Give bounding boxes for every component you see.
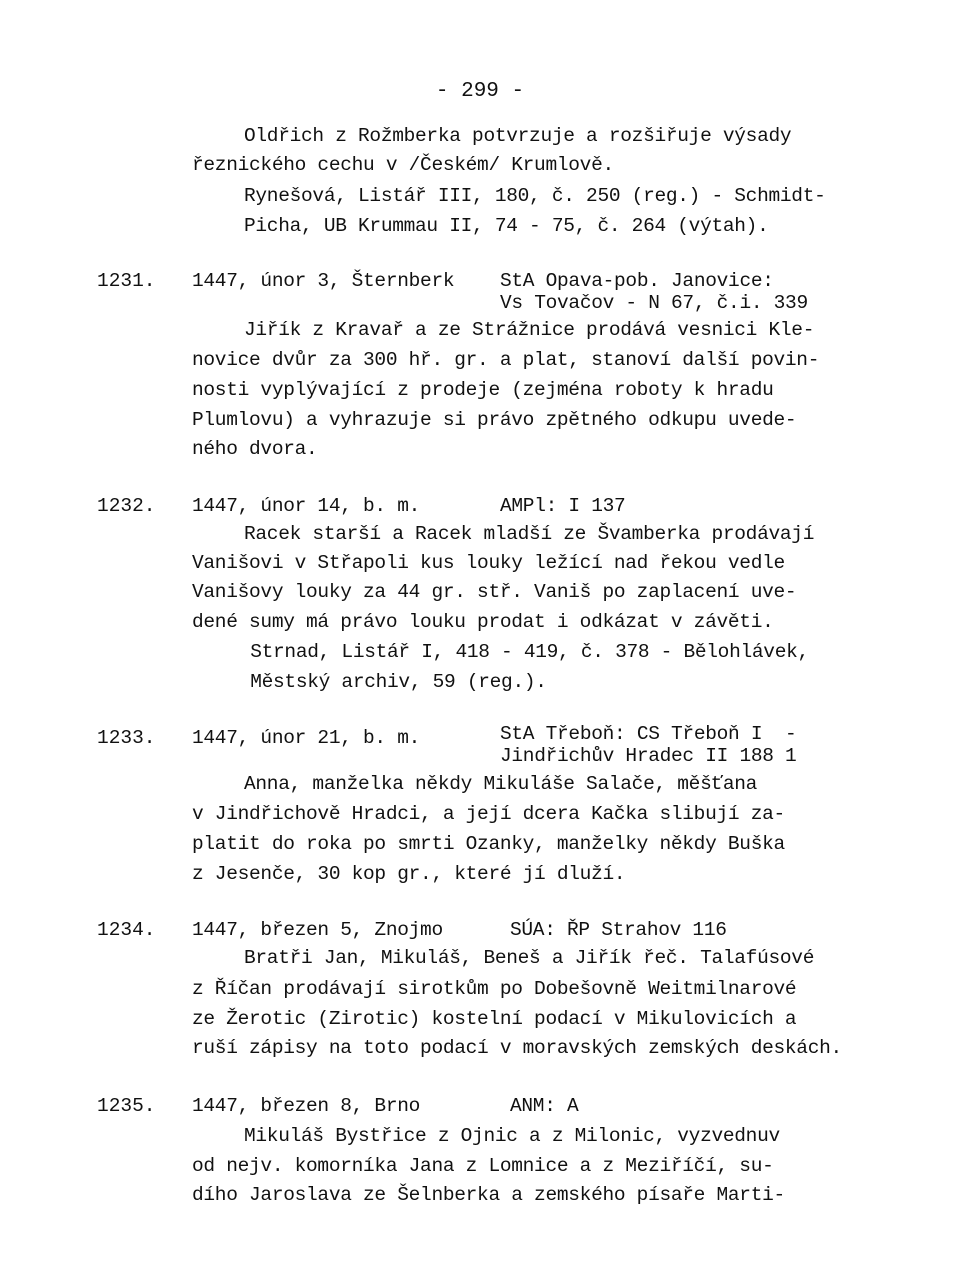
entry-text-line: ze Žerotic (Zirotic) kostelní podací v Mikulovicích a bbox=[192, 1008, 797, 1030]
entry-date: 1447, březen 5, Znojmo bbox=[192, 919, 443, 941]
entry-archive: Vs Tovačov - N 67, č.i. 339 bbox=[500, 292, 808, 314]
entry-text-line: Městský archiv, 59 (reg.). bbox=[216, 671, 547, 693]
entry-number: 1232. bbox=[97, 495, 156, 517]
entry-archive: StA Opava-pob. Janovice: bbox=[500, 270, 774, 292]
entry-date: 1447, únor 14, b. m. bbox=[192, 495, 421, 517]
intro-line-3: Rynešová, Listář III, 180, č. 250 (reg.) - Schmidt- bbox=[244, 185, 826, 207]
entry-number: 1233. bbox=[97, 727, 156, 749]
entry-text-line: dího Jaroslava ze Šelnberka a zemského písaře Marti- bbox=[192, 1184, 785, 1206]
entry-date: 1447, březen 8, Brno bbox=[192, 1095, 421, 1117]
entry-date: 1447, únor 3, Šternberk bbox=[192, 270, 455, 292]
entry-date: 1447, únor 21, b. m. bbox=[192, 727, 421, 749]
entry-text-line: z Říčan prodávají sirotkům po Dobešovně Weitmilnarové bbox=[192, 978, 797, 1000]
entry-text-line: od nejv. komorníka Jana z Lomnice a z Meziříčí, su- bbox=[192, 1155, 774, 1177]
entry-text-line: ného dvora. bbox=[192, 438, 318, 460]
page-number: - 299 - bbox=[435, 80, 525, 103]
intro-line-2: řeznického cechu v /Českém/ Krumlově. bbox=[192, 154, 614, 176]
entry-text-line: Mikuláš Bystřice z Ojnic a z Milonic, vyzvednuv bbox=[244, 1125, 780, 1147]
entry-text-line: Bratři Jan, Mikuláš, Beneš a Jiřík řeč. Talafúsové bbox=[244, 947, 815, 969]
entry-text-line: Strnad, Listář I, 418 - 419, č. 378 - Bělohlávek, bbox=[216, 641, 809, 663]
entry-text-line: z Jesenče, 30 kop gr., které jí dluží. bbox=[192, 863, 626, 885]
intro-line-4: Picha, UB Krummau II, 74 - 75, č. 264 (výtah). bbox=[244, 215, 769, 237]
entry-text-line: ruší zápisy na toto podací v moravských zemských deskách. bbox=[192, 1037, 842, 1059]
entry-number: 1235. bbox=[97, 1095, 156, 1117]
entry-archive: Jindřichův Hradec II 188 1 bbox=[500, 745, 797, 767]
entry-archive: ANM: A bbox=[510, 1095, 579, 1117]
entry-text-line: Anna, manželka někdy Mikuláše Salače, měšťana bbox=[244, 773, 758, 795]
entry-archive: AMPl: I 137 bbox=[500, 495, 626, 517]
entry-text-line: Vanišovi v Střapoli kus louky ležící nad řekou vedle bbox=[192, 552, 785, 574]
entry-text-line: v Jindřichově Hradci, a její dcera Kačka slibují za- bbox=[192, 803, 785, 825]
entry-number: 1231. bbox=[97, 270, 156, 292]
entry-text-line: Jiřík z Kravař a ze Strážnice prodává vesnici Kle- bbox=[244, 319, 815, 341]
entry-number: 1234. bbox=[97, 919, 156, 941]
entry-text-line: platit do roka po smrti Ozanky, manželky někdy Buška bbox=[192, 833, 785, 855]
entry-text-line: Plumlovu) a vyhrazuje si právo zpětného odkupu uvede- bbox=[192, 409, 797, 431]
entry-text-line: novice dvůr za 300 hř. gr. a plat, stanoví další povin- bbox=[192, 349, 820, 371]
entry-text-line: Racek starší a Racek mladší ze Švamberka prodávají bbox=[244, 523, 815, 545]
entry-text-line: nosti vyplývající z prodeje (zejména roboty k hradu bbox=[192, 379, 774, 401]
intro-line-1: Oldřich z Rožmberka potvrzuje a rozšiřuje výsady bbox=[244, 125, 792, 147]
entry-text-line: dené sumy má právo louku prodat i odkázat v závěti. bbox=[192, 611, 774, 633]
entry-archive: SÚA: ŘP Strahov 116 bbox=[510, 919, 727, 941]
entry-text-line: Vanišovy louky za 44 gr. stř. Vaniš po zaplacení uve- bbox=[192, 581, 797, 603]
entry-archive: StA Třeboň: CS Třeboň I - bbox=[500, 723, 797, 745]
